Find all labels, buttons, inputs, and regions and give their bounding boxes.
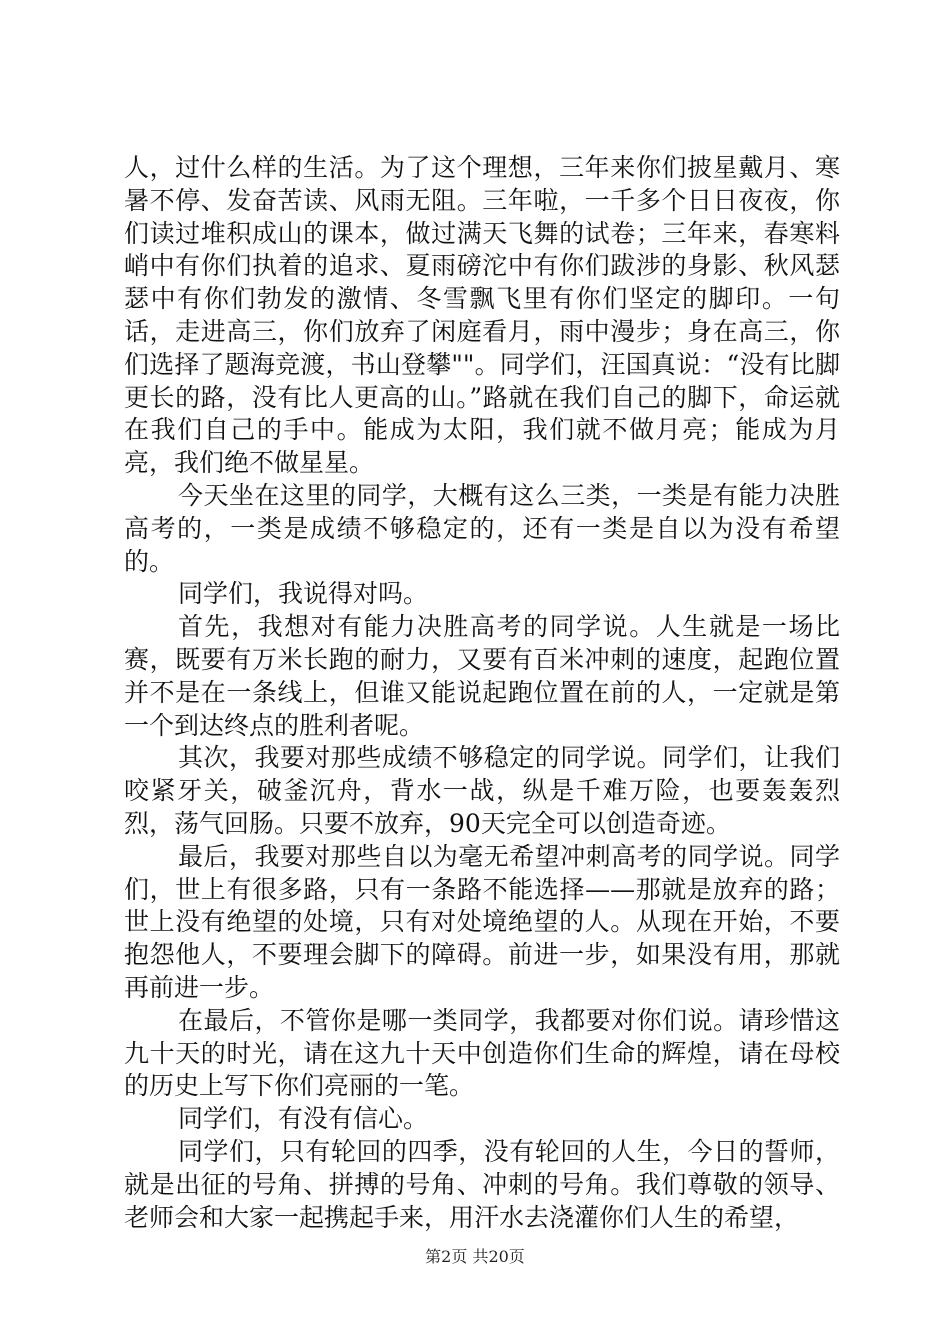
page-footer: 第2页 共20页 xyxy=(425,1247,525,1266)
paragraph: 其次，我要对那些成绩不够稳定的同学说。同学们，让我们咬紧牙关，破釜沉舟，背水一战，纵是千难万险，也要轰轰烈烈，荡气回肠。只要不放弃，90天完全可以创造奇迹。 xyxy=(124,743,840,838)
paragraph: 今天坐在这里的同学，大概有这么三类，一类是有能力决胜高考的，一类是成绩不够稳定的，还有一类是自以为没有希望的。 xyxy=(124,480,840,576)
paragraph: 同学们，只有轮回的四季，没有轮回的人生，今日的誓师，就是出征的号角、拼搏的号角、冲刺的号角。我们尊敬的领导、老师会和大家一起携起手来，用汗水去浇灌你们人生的希望， xyxy=(124,1136,840,1232)
document-body xyxy=(124,152,840,1234)
paragraph: 同学们，我说得对吗。 xyxy=(178,579,429,609)
paragraph: 首先，我想对有能力决胜高考的同学说。人生就是一场比赛，既要有万米长跑的耐力，又要有百米冲刺的速度，起跑位置并不是在一条线上，但谁又能说起跑位置在前的人，一定就是第一个到达终点的胜利者呢。 xyxy=(124,612,840,740)
paragraph: 同学们，有没有信心。 xyxy=(178,1104,429,1134)
paragraph: 最后，我要对那些自以为毫无希望冲刺高考的同学说。同学们，世上有很多路，只有一条路不能选择——那就是放弃的路；世上没有绝望的处境，只有对处境绝望的人。从现在开始，不要抱怨他人，不要理会脚下的障碍。前进一步，如果没有用，那就再前进一步。 xyxy=(124,841,840,1002)
paragraph: 在最后，不管你是哪一类同学，我都要对你们说。请珍惜这九十天的时光，请在这九十天中创造你们生命的辉煌，请在母校的历史上写下你们亮丽的一笔。 xyxy=(124,1005,840,1101)
paragraph-continuation: 人，过什么样的生活。为了这个理想，三年来你们披星戴月、寒暑不停、发奋苦读、风雨无阻。三年啦，一千多个日日夜夜，你们读过堆积成山的课本，做过满天飞舞的试卷；三年来，春寒料峭中有你们执着的追求、夏雨磅沱中有你们跋涉的身影、秋风瑟瑟中有你们勃发的激情、冬雪飘飞里有你们坚定的脚印。一句话，走进高三，你们放弃了闲庭看月，雨中漫步；身在高三，你们选择了题海竞渡，书山登攀""。同学们，汪国真说：“没有比脚更长的路，没有比人更高的山。”路就在我们自己的脚下，命运就在我们自己的手中。能成为太阳，我们就不做月亮；能成为月亮，我们绝不做星星。 xyxy=(124,153,840,478)
